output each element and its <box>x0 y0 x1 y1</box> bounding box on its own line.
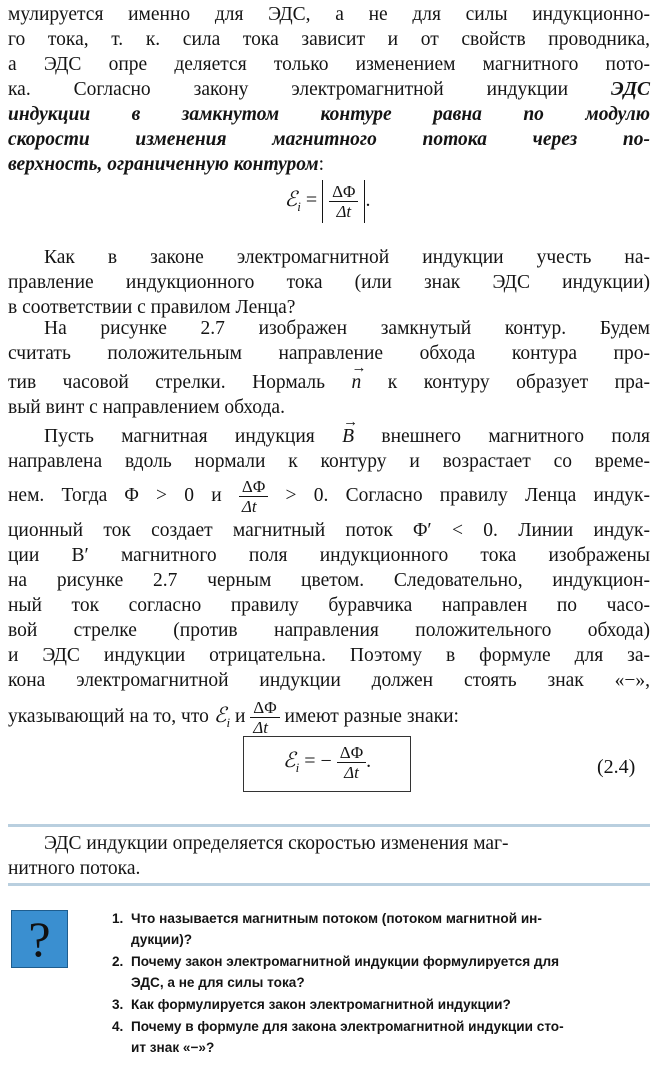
text-line: вой стрелке (против направления положительного обхода) <box>8 620 650 641</box>
text-fragment: внешнего магнитного поля <box>381 426 651 447</box>
text-line <box>8 474 650 518</box>
text-line: ционный ток создает магнитный поток Φ′ < 0. Линии индук- <box>8 520 650 541</box>
vector-arrow-icon: → <box>351 360 367 376</box>
vector-letter: B <box>342 426 355 447</box>
text-line: кона электромагнитной индукции должен стоять знак «−», <box>8 670 650 691</box>
text-line: направлена вдоль нормали к контуру и возрастает со време- <box>8 451 650 472</box>
question-number: 2. <box>112 954 124 969</box>
list-item <box>112 951 652 993</box>
text-line: нитного потока. <box>8 858 141 879</box>
text-fragment: и <box>234 706 246 727</box>
fraction-denominator: Δt <box>336 202 352 221</box>
question-text: Что называется магнитным потоком (потоком магнитной ин- <box>131 911 542 926</box>
list-item <box>112 1016 652 1058</box>
emf-subscript: i <box>226 714 231 730</box>
emf-subscript: i <box>297 199 301 215</box>
fraction <box>250 698 279 737</box>
text-line: вый винт с направлением обхода. <box>8 397 285 418</box>
emf-symbol: ℰ <box>282 748 296 773</box>
text-fragment: тив часовой стрелки. Нормаль <box>8 372 326 393</box>
fraction <box>329 182 358 221</box>
text-fragment: ка. Согласно закону электромагнитной индукции <box>8 79 569 100</box>
text-line <box>8 360 651 395</box>
question-number: 4. <box>112 1019 124 1034</box>
induction-vector <box>342 414 359 447</box>
text-line <box>8 77 650 102</box>
question-text: Почему в формуле для закона электромагнитной индукции сто- <box>131 1019 564 1034</box>
summary-callout <box>8 824 650 886</box>
text-line: мулируется именно для ЭДС, а не для силы индукционно- <box>8 4 650 25</box>
absolute-value <box>322 180 365 223</box>
text-line: и ЭДС индукции отрицательна. Поэтому в формуле для за- <box>8 645 650 666</box>
equals-sign: = <box>305 189 318 212</box>
paragraph-faraday-law <box>8 2 650 177</box>
question-text: Почему закон электромагнитной индукции формулируется для <box>131 954 560 969</box>
text-line: а ЭДС опре деляется только изменением магнитного пото- <box>8 54 650 75</box>
fraction-denominator: Δt <box>241 497 257 517</box>
normal-vector <box>351 360 367 393</box>
question-text: ит знак «−»? <box>131 1040 215 1055</box>
paragraph-question-lenz <box>8 245 650 270</box>
equation-number: (2.4) <box>597 756 636 778</box>
question-text: Как формулируется закон электромагнитной индукции? <box>131 997 511 1012</box>
fraction-numerator: ΔΦ <box>337 743 366 763</box>
text-fragment: : <box>318 154 325 175</box>
text-line: считать положительным направление обхода контура про- <box>8 343 650 364</box>
emf-subscript: i <box>295 760 300 776</box>
list-item <box>112 908 652 950</box>
formula-period: . <box>366 750 372 773</box>
text-line <box>8 152 650 177</box>
paragraph-reasoning <box>8 414 651 449</box>
question-number: 3. <box>112 997 124 1012</box>
text-line <box>8 693 650 737</box>
law-emphasis: верхность, ограниченную контуром <box>8 154 319 175</box>
emf-symbol: ℰ <box>284 187 298 212</box>
text-line: Как в законе электромагнитной индукции учесть на- <box>44 247 650 268</box>
formula-emf-magnitude <box>0 180 655 223</box>
question-number: 1. <box>112 911 124 926</box>
question-mark-icon: ? <box>11 910 68 968</box>
law-emphasis: ЭДС <box>610 79 651 100</box>
text-line: На рисунке 2.7 изображен замкнутый контур. Будем <box>44 318 650 339</box>
formula-faraday-law-boxed <box>243 736 411 792</box>
equals-minus-sign: = − <box>304 750 332 773</box>
review-questions <box>112 908 652 1059</box>
text-fragment: указывающий на то, что <box>8 706 209 727</box>
law-emphasis: скорости изменения магнитного потока через по- <box>8 129 650 150</box>
fraction-denominator: Δt <box>344 763 359 782</box>
paragraph-reasoning-cont <box>8 449 650 737</box>
text-line: на рисунке 2.7 черным цветом. Следовательно, индукцион- <box>8 570 650 591</box>
text-fragment: > 0. Согласно правилу Ленца индук- <box>285 485 651 506</box>
list-item <box>112 994 652 1015</box>
text-line: правление индукционного тока (или знак ЭДС индукции) <box>8 272 650 293</box>
vector-arrow-icon: → <box>343 414 359 430</box>
paragraph-contour-cont <box>8 341 650 420</box>
vector-letter: n <box>351 372 362 393</box>
paragraph-question-lenz-cont <box>8 270 650 320</box>
text-fragment: Пусть магнитная индукция <box>44 426 315 447</box>
fraction-numerator: ΔΦ <box>239 477 268 497</box>
fraction-denominator: Δt <box>253 718 268 738</box>
text-line: ный ток согласно правилу буравчика направлен по часо- <box>8 595 650 616</box>
formula-period: . <box>365 189 371 212</box>
paragraph-contour <box>8 316 650 341</box>
text-line <box>44 414 651 449</box>
text-fragment: нем. Тогда Φ > 0 и <box>8 485 222 506</box>
emf-symbol: ℰ <box>213 703 227 727</box>
fraction <box>337 743 366 782</box>
law-emphasis: индукции в замкнутом контуре равна по модулю <box>8 104 650 125</box>
text-line: ЭДС индукции определяется скоростью изменения маг- <box>44 833 509 854</box>
question-text: дукции)? <box>131 932 193 947</box>
fraction-numerator: ΔΦ <box>250 698 279 718</box>
text-fragment: имеют разные знаки: <box>284 706 459 727</box>
question-text: ЭДС, а не для силы тока? <box>131 975 305 990</box>
text-line: го тока, т. к. сила тока зависит и от свойств проводника, <box>8 29 650 50</box>
fraction-numerator: ΔΦ <box>329 182 358 202</box>
text-line: в соответствии с правилом Ленца? <box>8 297 296 318</box>
text-fragment: к контуру образует пра- <box>387 372 651 393</box>
fraction <box>239 477 268 516</box>
text-line: ции B′ магнитного поля индукционного тока изображены <box>8 545 650 566</box>
